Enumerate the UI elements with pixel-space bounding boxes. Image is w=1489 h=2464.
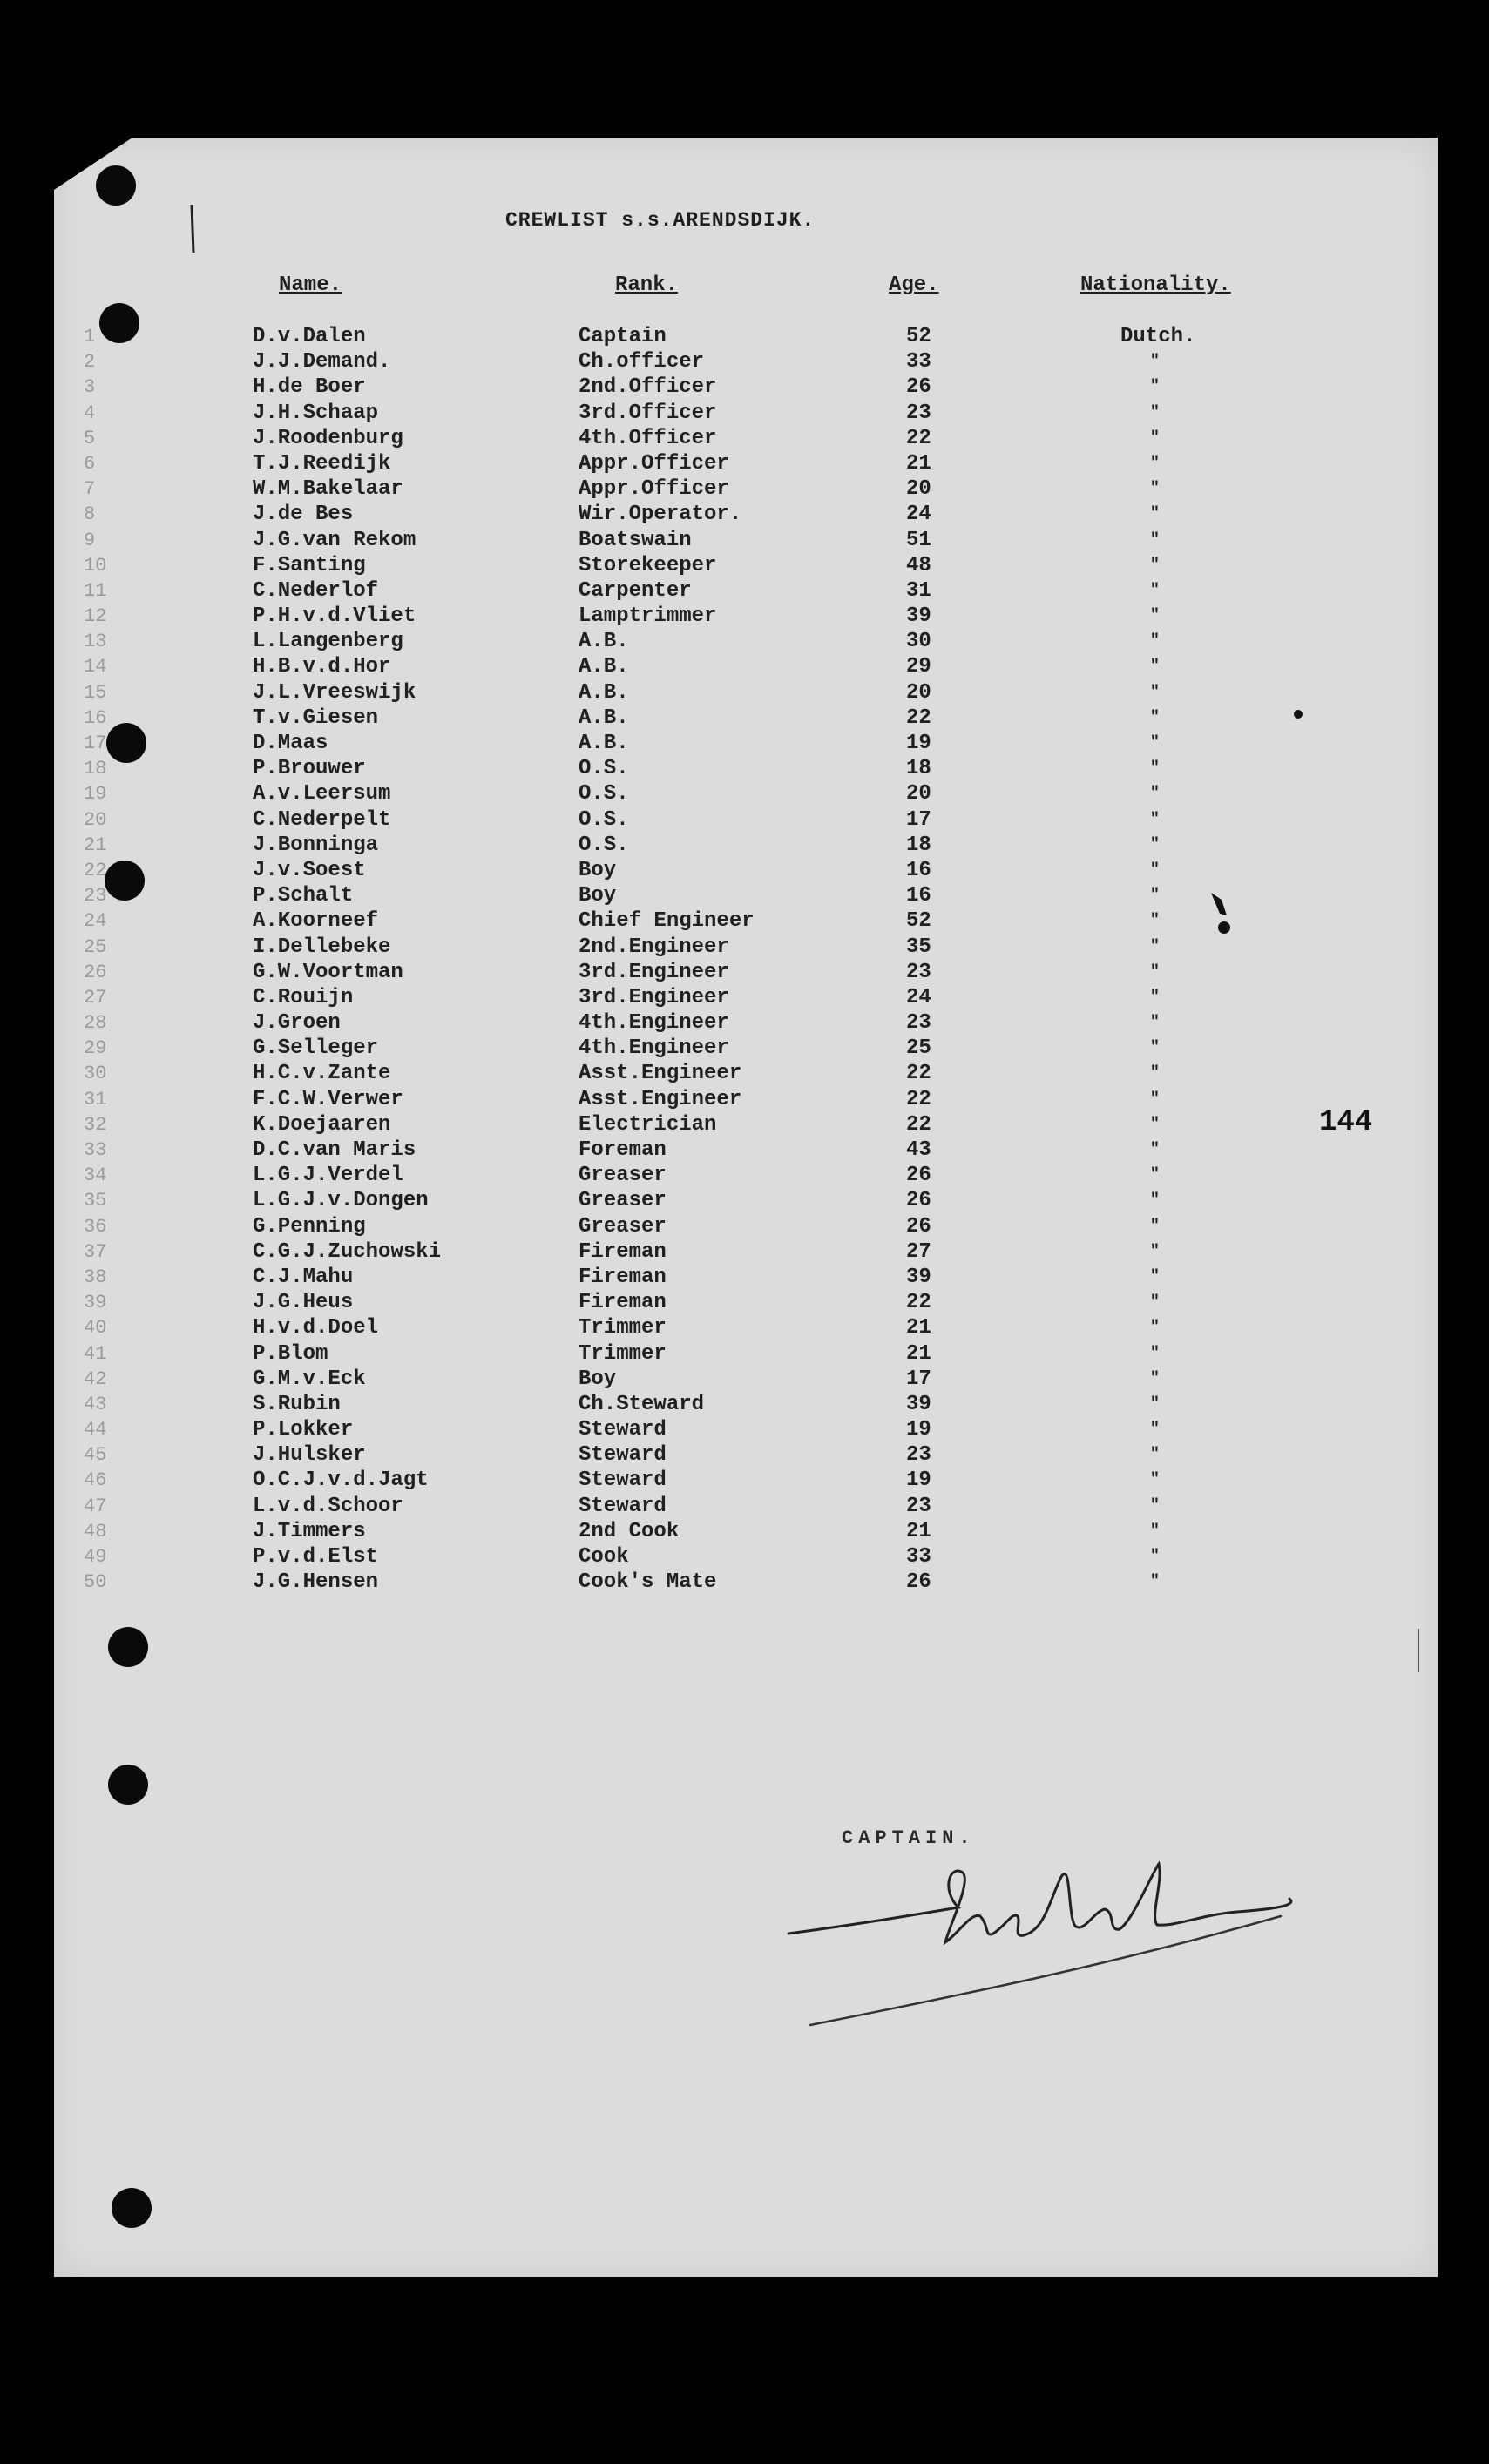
crew-nationality: " — [1150, 1115, 1160, 1133]
crew-name: H.B.v.d.Hor — [253, 655, 391, 679]
crew-rank: Boy — [579, 1367, 617, 1391]
crew-rank: Boy — [579, 858, 617, 882]
crew-rank: Lamptrimmer — [579, 604, 717, 629]
crew-rank: O.S. — [579, 782, 629, 807]
crew-number: 30 — [84, 1063, 107, 1085]
crew-nationality: " — [1150, 912, 1160, 930]
crew-name: A.v.Leersum — [253, 782, 391, 807]
crew-age: 23 — [906, 1011, 931, 1036]
crew-number: 3 — [84, 376, 96, 399]
crew-nationality: " — [1150, 683, 1160, 701]
crew-nationality: " — [1150, 962, 1160, 981]
crew-name: D.C.van Maris — [253, 1138, 416, 1162]
crew-name: G.Penning — [253, 1214, 366, 1239]
crew-number: 48 — [84, 1520, 107, 1543]
crew-number: 15 — [84, 681, 107, 704]
crew-nationality: " — [1150, 1369, 1160, 1387]
crew-nationality: " — [1150, 1267, 1160, 1286]
crew-name: P.H.v.d.Vliet — [253, 604, 416, 629]
crew-number: 5 — [84, 427, 96, 449]
crew-name: H.v.d.Doel — [253, 1316, 379, 1340]
crew-rank: 4th.Engineer — [579, 1036, 729, 1061]
crew-nationality: " — [1150, 1064, 1160, 1083]
page-number: 144 — [1319, 1106, 1373, 1139]
crew-rank: Ch.Steward — [579, 1392, 705, 1416]
crew-rank: Chief Engineer — [579, 909, 755, 934]
crew-number: 38 — [84, 1266, 107, 1288]
header-name: Name. — [279, 273, 342, 297]
crew-age: 17 — [906, 807, 931, 832]
crew-age: 22 — [906, 1291, 931, 1315]
crew-rank: Trimmer — [579, 1316, 667, 1340]
crew-name: J.Groen — [253, 1011, 341, 1036]
header-rank: Rank. — [615, 273, 679, 297]
crew-nationality: " — [1150, 1039, 1160, 1057]
crew-rank: A.B. — [579, 732, 629, 755]
crew-age: 35 — [906, 935, 931, 959]
crew-nationality: " — [1150, 353, 1160, 371]
crew-nationality: " — [1150, 403, 1160, 422]
crew-name: K.Doejaaren — [253, 1112, 391, 1137]
crew-name: J.J.Demand. — [253, 350, 391, 375]
crew-age: 23 — [906, 401, 931, 425]
document-title: CREWLIST s.s.ARENDSDIJK. — [505, 209, 816, 232]
crew-age: 19 — [906, 732, 931, 755]
crew-nationality: " — [1150, 759, 1160, 778]
crew-age: 52 — [906, 909, 931, 934]
crew-nationality: " — [1150, 1548, 1160, 1565]
crew-name: C.G.J.Zuchowski — [253, 1239, 442, 1264]
crew-name: D.v.Dalen — [253, 325, 366, 348]
header-nationality: Nationality. — [1080, 273, 1231, 297]
crew-age: 19 — [906, 1418, 931, 1442]
crew-name: S.Rubin — [253, 1392, 341, 1416]
crew-nationality: " — [1150, 861, 1160, 879]
crew-nationality: " — [1150, 1319, 1160, 1337]
crew-name: J.Roodenburg — [253, 426, 403, 450]
crew-number: 14 — [84, 656, 107, 678]
crew-name: W.M.Bakelaar — [253, 477, 403, 502]
crew-name: J.L.Vreeswijk — [253, 680, 416, 705]
crew-number: 6 — [84, 452, 96, 475]
crew-age: 18 — [906, 833, 931, 857]
crew-age: 21 — [906, 1316, 931, 1340]
crew-name: O.C.J.v.d.Jagt — [253, 1468, 429, 1493]
crew-age: 26 — [906, 375, 931, 400]
crew-nationality: " — [1150, 1421, 1160, 1439]
crew-age: 22 — [906, 1087, 931, 1111]
crew-age: 22 — [906, 705, 931, 730]
crew-number: 22 — [84, 859, 107, 881]
crew-name: T.J.Reedijk — [253, 451, 391, 476]
crew-rank: Electrician — [579, 1112, 717, 1137]
crew-rank: Boatswain — [579, 528, 692, 552]
crew-rank: Cook's Mate — [579, 1570, 717, 1595]
crew-rank: 4th.Officer — [579, 426, 717, 450]
crew-nationality: " — [1150, 1471, 1160, 1489]
crew-name: J.G.Heus — [253, 1291, 354, 1315]
crew-age: 51 — [906, 528, 931, 552]
crew-name: P.Blom — [253, 1341, 328, 1366]
crew-age: 23 — [906, 1494, 931, 1518]
crew-age: 21 — [906, 1341, 931, 1366]
crew-rank: 3rd.Engineer — [579, 985, 729, 1009]
crew-rank: 2nd Cook — [579, 1519, 680, 1543]
header-age: Age. — [889, 273, 939, 297]
crew-rank: 3rd.Engineer — [579, 960, 729, 984]
crew-rank: A.B. — [579, 655, 629, 679]
crew-rank: Trimmer — [579, 1341, 667, 1366]
crew-number: 10 — [84, 554, 107, 577]
crew-nationality: " — [1150, 530, 1160, 549]
crew-name: J.H.Schaap — [253, 401, 379, 425]
crew-number: 46 — [84, 1469, 107, 1492]
crew-name: A.Koorneef — [253, 909, 379, 934]
crew-nationality: " — [1150, 1496, 1160, 1515]
crew-age: 39 — [906, 604, 931, 629]
crew-nationality: " — [1150, 1446, 1160, 1464]
crew-age: 17 — [906, 1367, 931, 1391]
crew-rank: A.B. — [579, 705, 629, 730]
crew-nationality: " — [1150, 581, 1160, 599]
crew-rank: Fireman — [579, 1265, 667, 1289]
crew-name: L.G.J.Verdel — [253, 1164, 403, 1188]
crew-nationality: " — [1150, 734, 1160, 752]
crew-age: 22 — [906, 426, 931, 450]
crew-name: P.v.d.Elst — [253, 1545, 379, 1569]
crew-number: 27 — [84, 986, 107, 1009]
crew-name: C.Rouijn — [253, 985, 354, 1009]
crew-age: 39 — [906, 1392, 931, 1416]
crew-rank: 2nd.Engineer — [579, 935, 729, 959]
crew-nationality: " — [1150, 1166, 1160, 1185]
crew-name: L.v.d.Schoor — [253, 1494, 403, 1518]
crew-number: 21 — [84, 834, 107, 856]
crew-nationality: " — [1150, 988, 1160, 1006]
crew-rank: 2nd.Officer — [579, 375, 717, 400]
crew-name: J.v.Soest — [253, 858, 366, 882]
crew-age: 19 — [906, 1468, 931, 1493]
crew-name: D.Maas — [253, 732, 328, 755]
crew-number: 26 — [84, 961, 107, 983]
crew-nationality: " — [1150, 1573, 1160, 1591]
crew-age: 24 — [906, 985, 931, 1009]
crew-number: 16 — [84, 706, 107, 729]
crew-number: 23 — [84, 885, 107, 908]
crew-number: 19 — [84, 783, 107, 806]
crew-nationality: " — [1150, 480, 1160, 498]
crew-number: 9 — [84, 529, 96, 551]
crew-number: 12 — [84, 605, 107, 628]
crew-rank: O.S. — [579, 833, 629, 857]
crew-name: H.C.v.Zante — [253, 1062, 391, 1086]
crew-number: 39 — [84, 1292, 107, 1314]
crew-rank: Fireman — [579, 1291, 667, 1315]
crew-age: 33 — [906, 350, 931, 375]
crew-nationality: " — [1150, 1293, 1160, 1312]
crew-age: 39 — [906, 1265, 931, 1289]
crew-name: G.W.Voortman — [253, 960, 403, 984]
crew-nationality: " — [1150, 607, 1160, 625]
crew-name: P.Brouwer — [253, 757, 366, 781]
crew-name: I.Dellebeke — [253, 935, 391, 959]
crew-number: 40 — [84, 1317, 107, 1340]
crew-rank: Asst.Engineer — [579, 1087, 742, 1111]
crew-rank: Ch.officer — [579, 350, 705, 375]
captain-label: CAPTAIN. — [842, 1827, 976, 1849]
crew-rank: Wir.Operator. — [579, 503, 742, 527]
crew-age: 43 — [906, 1138, 931, 1162]
crew-number: 43 — [84, 1393, 107, 1415]
crew-rank: Foreman — [579, 1138, 667, 1162]
crew-rank: Boy — [579, 884, 617, 908]
crew-rank: Greaser — [579, 1214, 667, 1239]
crew-age: 26 — [906, 1570, 931, 1595]
crew-age: 22 — [906, 1062, 931, 1086]
crew-age: 20 — [906, 782, 931, 807]
crew-age: 26 — [906, 1214, 931, 1239]
crew-nationality: " — [1150, 378, 1160, 396]
crew-nationality: " — [1150, 429, 1160, 447]
crew-rank: Asst.Engineer — [579, 1062, 742, 1086]
crew-nationality: Dutch. — [1120, 325, 1196, 348]
crew-number: 34 — [84, 1164, 107, 1187]
crew-nationality: " — [1150, 454, 1160, 472]
crew-number: 11 — [84, 579, 107, 602]
crew-age: 21 — [906, 451, 931, 476]
crew-age: 26 — [906, 1164, 931, 1188]
crew-nationality: " — [1150, 785, 1160, 803]
crew-number: 2 — [84, 351, 96, 374]
crew-nationality: " — [1150, 1141, 1160, 1158]
crew-rank: Greaser — [579, 1189, 667, 1213]
crew-name: P.Lokker — [253, 1418, 354, 1442]
crew-number: 45 — [84, 1444, 107, 1467]
crew-age: 30 — [906, 630, 931, 654]
crew-rank: Storekeeper — [579, 553, 717, 577]
crew-rank: Fireman — [579, 1239, 667, 1264]
crew-number: 29 — [84, 1037, 107, 1060]
crew-nationality: " — [1150, 1394, 1160, 1413]
crew-nationality: " — [1150, 937, 1160, 955]
crew-name: T.v.Giesen — [253, 705, 379, 730]
crew-nationality: " — [1150, 708, 1160, 726]
crew-number: 4 — [84, 402, 96, 424]
crew-nationality: " — [1150, 556, 1160, 574]
crew-rank: Appr.Officer — [579, 451, 729, 476]
crew-age: 52 — [906, 325, 931, 348]
crew-name: J.de Bes — [253, 503, 354, 527]
crew-nationality: " — [1150, 835, 1160, 854]
crew-rank: Steward — [579, 1443, 667, 1468]
crew-name: J.G.Hensen — [253, 1570, 379, 1595]
crew-number: 37 — [84, 1240, 107, 1263]
crew-nationality: " — [1150, 1014, 1160, 1032]
crew-name: L.G.J.v.Dongen — [253, 1189, 429, 1213]
crew-age: 22 — [906, 1112, 931, 1137]
crew-name: G.M.v.Eck — [253, 1367, 366, 1391]
crew-number: 24 — [84, 910, 107, 933]
crew-nationality: " — [1150, 1090, 1160, 1108]
crew-number: 8 — [84, 503, 96, 526]
crew-age: 16 — [906, 858, 931, 882]
crew-name: F.Santing — [253, 553, 366, 577]
crew-age: 48 — [906, 553, 931, 577]
crew-nationality: " — [1150, 887, 1160, 905]
crew-name: J.G.van Rekom — [253, 528, 416, 552]
crew-rank: O.S. — [579, 757, 629, 781]
crew-number: 18 — [84, 758, 107, 780]
crew-age: 27 — [906, 1239, 931, 1264]
crew-name: P.Schalt — [253, 884, 354, 908]
crew-rank: Steward — [579, 1494, 667, 1518]
crew-name: H.de Boer — [253, 375, 366, 400]
crew-rank: Greaser — [579, 1164, 667, 1188]
crew-nationality: " — [1150, 810, 1160, 828]
crew-number: 20 — [84, 808, 107, 831]
crew-age: 25 — [906, 1036, 931, 1061]
crew-number: 33 — [84, 1139, 107, 1161]
crew-number: 36 — [84, 1215, 107, 1238]
crew-age: 26 — [906, 1189, 931, 1213]
crew-rank: 3rd.Officer — [579, 401, 717, 425]
crew-number: 32 — [84, 1113, 107, 1136]
crew-name: F.C.W.Verwer — [253, 1087, 403, 1111]
crew-number: 50 — [84, 1571, 107, 1594]
crew-nationality: " — [1150, 1522, 1160, 1540]
crew-number: 49 — [84, 1546, 107, 1568]
crew-rank: A.B. — [579, 630, 629, 654]
crew-name: G.Selleger — [253, 1036, 379, 1061]
crew-name: J.Bonninga — [253, 833, 379, 857]
crew-rank: Captain — [579, 325, 667, 348]
crew-age: 23 — [906, 1443, 931, 1468]
crew-nationality: " — [1150, 632, 1160, 651]
crew-rank: Appr.Officer — [579, 477, 729, 502]
crew-number: 13 — [84, 631, 107, 653]
crew-age: 20 — [906, 477, 931, 502]
crew-number: 47 — [84, 1495, 107, 1517]
crew-number: 42 — [84, 1367, 107, 1390]
crew-age: 33 — [906, 1545, 931, 1569]
crew-number: 41 — [84, 1342, 107, 1365]
crew-age: 16 — [906, 884, 931, 908]
crew-age: 21 — [906, 1519, 931, 1543]
crew-rank: A.B. — [579, 680, 629, 705]
crew-number: 44 — [84, 1419, 107, 1441]
crew-number: 28 — [84, 1012, 107, 1035]
crew-rank: Cook — [579, 1545, 629, 1569]
crew-rank: Steward — [579, 1418, 667, 1442]
crew-rank: O.S. — [579, 807, 629, 832]
crew-name: C.J.Mahu — [253, 1265, 354, 1289]
crew-number: 17 — [84, 732, 107, 754]
crew-name: L.Langenberg — [253, 630, 403, 654]
crew-age: 29 — [906, 655, 931, 679]
crew-rank: 4th.Engineer — [579, 1011, 729, 1036]
crew-nationality: " — [1150, 1242, 1160, 1260]
crew-age: 31 — [906, 578, 931, 603]
crew-age: 23 — [906, 960, 931, 984]
crew-rank: Steward — [579, 1468, 667, 1493]
crew-number: 31 — [84, 1088, 107, 1110]
crew-name: J.Hulsker — [253, 1443, 366, 1468]
crew-number: 7 — [84, 478, 96, 501]
crew-name: J.Timmers — [253, 1519, 366, 1543]
crew-nationality: " — [1150, 658, 1160, 676]
crew-nationality: " — [1150, 505, 1160, 523]
crew-rank: Carpenter — [579, 578, 692, 603]
crew-nationality: " — [1150, 1217, 1160, 1235]
crew-age: 20 — [906, 680, 931, 705]
crew-name: C.Nederpelt — [253, 807, 391, 832]
crew-number: 1 — [84, 326, 96, 348]
crew-number: 35 — [84, 1190, 107, 1212]
crew-age: 18 — [906, 757, 931, 781]
crew-name: C.Nederlof — [253, 578, 379, 603]
crew-nationality: " — [1150, 1344, 1160, 1362]
crew-number: 25 — [84, 935, 107, 958]
crew-nationality: " — [1150, 1191, 1160, 1210]
crew-age: 24 — [906, 503, 931, 527]
